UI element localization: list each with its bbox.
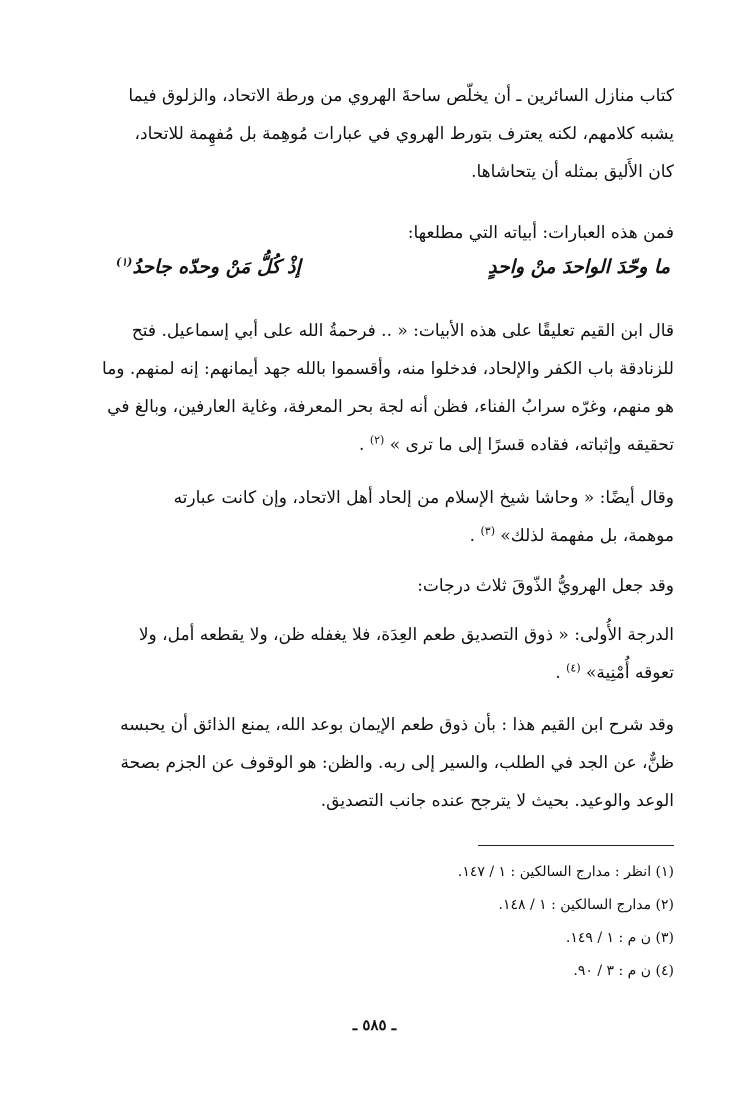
footnote-ref-2: (٢) [369,433,385,447]
paragraph-verses-intro [100,214,674,252]
footnote-item: (٢) مدارج السالكين : ١ / ١٤٨. [498,897,674,913]
text-line: الدرجة الأُولى: « ذوق التصديق طعم العِدَة، فلا يغفله ظن، ولا يقطعه أمل، ولا [138,625,674,645]
paragraph-ibn-qayyim-comment [100,312,674,464]
footnote-ref-3: (٣) [480,524,495,538]
footnote-item: (٣) ن م : ١ / ١٤٩. [565,930,674,946]
footnote-item: (١) انظر : مدارج السالكين : ١ / ١٤٧. [457,864,674,880]
page-number: ـ ٥٨٥ ـ [352,1016,397,1034]
paragraph-first-degree [100,616,674,692]
paragraph-ibn-qayyim-explanation [100,706,674,820]
text-line: قال ابن القيم تعليقًا على هذه الأبيات: « .. فرحمةُ الله على أبي إسماعيل. فتح [131,321,674,341]
text-line [100,654,674,692]
paragraph-dhawq-degrees [100,567,674,605]
text-line: وقد جعل الهرويُّ الذّوقَ ثلاث درجات: [417,576,674,596]
text-line: هو منهم، وغرّه سرابُ الفناء، فظن أنه لجة بحر المعرفة، وغاية العارفين، وبالغ في [107,397,674,417]
text-line: ظنٌّ، عن الجد في الطلب، والسير إلى ربه. والظن: هو الوقوف عن الجزم بصحة [120,753,674,773]
text-line: كان الأَليق بمثله أن يتحاشاها. [471,162,674,182]
text-line: الوعد والوعيد. بحيث لا يترجح عنده جانب التصديق. [320,791,674,811]
text-line-content: تعوقه أُمْنِية» [586,663,674,683]
text-line-content: موهمة، بل مفهمة لذلك» [500,526,674,546]
poetry-verse [100,252,674,292]
line-end-punct: . [359,435,370,455]
text-line: وقال أيضًا: « وحاشا شيخ الإسلام من إلحاد أهل الاتحاد، وإن كانت عبارته [173,488,674,508]
text-line [100,517,674,555]
text-line-content: تحقيقه وإثباته، فقاده قسرًا إلى ما ترى » [389,435,674,455]
footnote-item: (٤) ن م : ٣ / ٩٠. [573,963,674,979]
verse-second-hemistich-text: إذْ كُلُّ مَنْ وحدّه جاحدُ [132,256,301,278]
text-line: وقد شرح ابن القيم هذا : بأن ذوق طعم الإيمان بوعد الله، يمنع الذائق أن يحبسه [120,715,674,735]
text-line: كتاب منازل السائرين ـ أن يخلّص ساحةَ الهروي من ورطة الاتحاد، والزلوق فيما [128,86,674,106]
text-line [100,426,674,464]
footnote-divider [478,845,674,846]
text-line: يشبه كلامهم، لكنه يعترف بتورط الهروي في عبارات مُوهِمة بل مُفهِمة للاتحاد، [134,124,674,144]
footnote-ref-4: (٤) [566,661,581,675]
line-end-punct: . [469,526,481,546]
footnote-ref-1: (١) [116,255,133,269]
verse-first-hemistich: ما وحّدَ الواحدَ منْ واحدٍ [487,256,670,278]
footnotes [114,856,674,988]
text-line: فمن هذه العبارات: أبياته التي مطلعها: [407,223,674,243]
verse-second-hemistich [116,256,301,278]
text-line: للزنادقة باب الكفر والإلحاد، فدخلوا منه، وأقسموا بالله جهد أيمانهم: إنه لمنهم. وما [102,359,674,379]
paragraph-ibn-qayyim-also [100,479,674,555]
paragraph-harawi-defense [100,77,674,191]
line-end-punct: . [555,663,567,683]
